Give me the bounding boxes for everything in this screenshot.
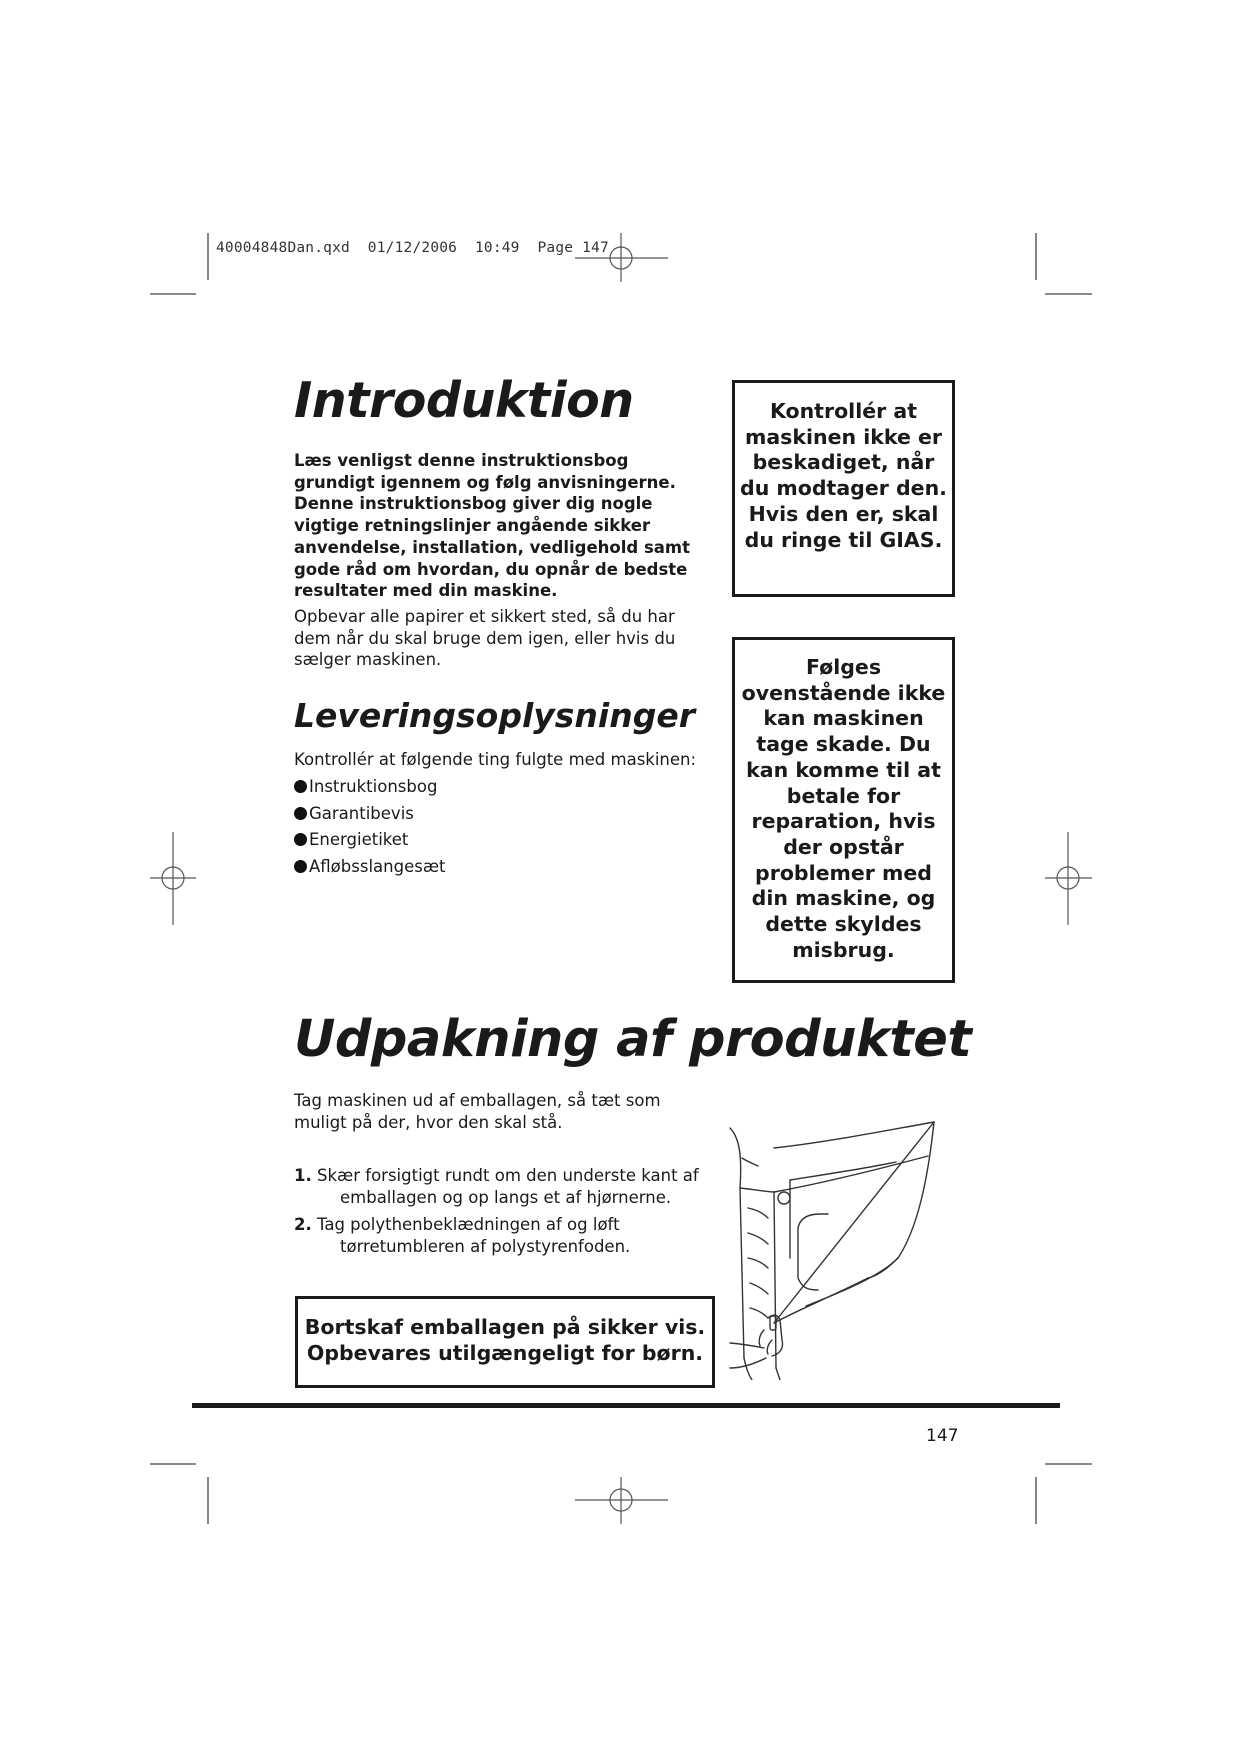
disposal-line-2: Opbevares utilgængeligt for børn. — [306, 1340, 704, 1365]
unpacking-illustration — [728, 1118, 944, 1380]
bullet-icon — [294, 780, 307, 793]
list-item: 2. Tag polythenbeklædningen af og løft tørretumbleren af polystyrenfoden. — [294, 1215, 631, 1257]
check-notice-text: Kontrollér at maskinen ikke er beskadiget, når du modtager den. Hvis den er, skal du ringe til GIAS. — [740, 399, 947, 552]
bullet-icon — [294, 833, 307, 846]
list-item: Instruktionsbog — [294, 776, 446, 803]
footer-rule — [192, 1403, 1060, 1408]
page-title: Introduktion — [294, 372, 634, 429]
warning-notice-text: Følges ovenstående ikke kan maskinen tage skade. Du kan komme til at betale for reparation, hvis der opstår problemer med din maskine, og dette skyldes misbrug. — [741, 655, 946, 962]
list-item: Afløbsslangesæt — [294, 856, 446, 883]
bullet-icon — [294, 807, 307, 820]
registration-mark-right — [1045, 832, 1092, 925]
file-slug: 40004848Dan.qxd 01/12/2006 10:49 Page 147 — [216, 240, 609, 256]
list-item: Energietiket — [294, 829, 446, 856]
bullet-icon — [294, 860, 307, 873]
list-item: 1. Skær forsigtigt rundt om den underste kant af emballagen og op langs et af hjørnerne. — [294, 1166, 699, 1207]
unpacking-steps — [294, 1165, 734, 1264]
warning-notice-box — [732, 637, 955, 983]
registration-mark-left — [150, 832, 196, 925]
disposal-notice-box — [295, 1296, 715, 1388]
intro-bold-paragraph: Læs venligst denne instruktionsbog grundigt igennem og følg anvisningerne. Denne instruktionsbog giver dig nogle vigtige retningslinjer angående sikker anvendelse, installation, vedligehold samt gode råd om hvordan, du opnår de bedste resultater med din maskine. — [294, 451, 690, 601]
list-item: Garantibevis — [294, 803, 446, 830]
unpacking-heading: Udpakning af produktet — [294, 1010, 972, 1069]
delivery-heading: Leveringsoplysninger — [294, 696, 695, 735]
unpacking-intro: Tag maskinen ud af emballagen, så tæt som muligt på der, hvor den skal stå. — [294, 1091, 661, 1132]
page-number: 147 — [926, 1426, 959, 1446]
delivery-intro: Kontrollér at følgende ting fulgte med maskinen: — [294, 750, 697, 769]
registration-mark-bottom — [575, 1477, 668, 1524]
delivery-list — [294, 776, 446, 883]
intro-paragraph: Opbevar alle papirer et sikkert sted, så du har dem når du skal bruge dem igen, eller hvis du sælger maskinen. — [294, 607, 676, 670]
disposal-line-1: Bortskaf emballagen på sikker vis. — [304, 1315, 706, 1339]
check-notice-box — [732, 380, 955, 597]
